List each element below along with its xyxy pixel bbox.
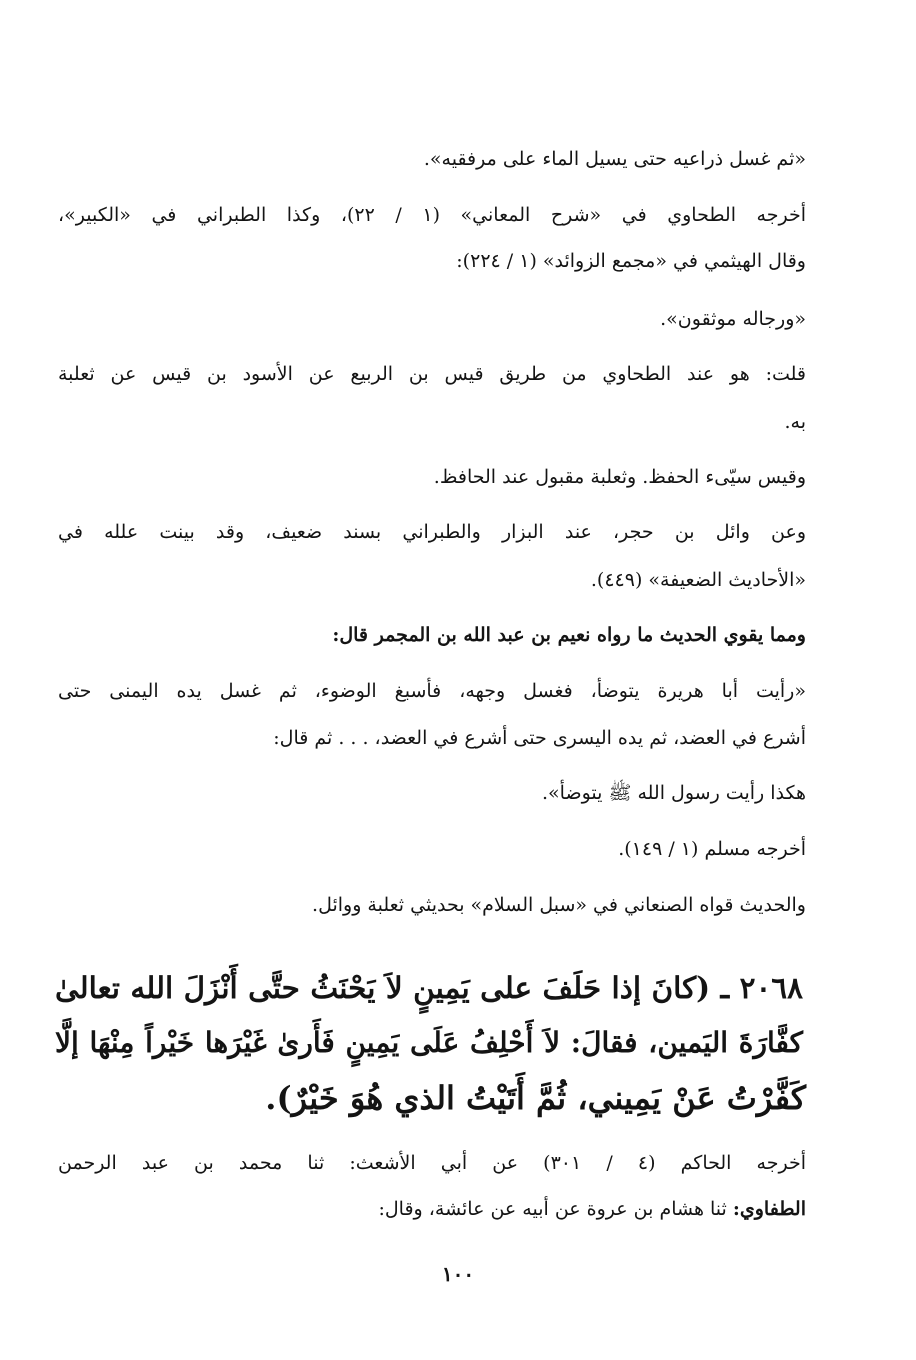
text-line-9: «الأحاديث الضعيفة» (٤٤٩). xyxy=(590,569,806,591)
text-line-1: «ثم غسل ذراعيه حتى يسيل الماء على مرفقيه». xyxy=(423,148,806,170)
text-line-13: هكذا رأيت رسول الله ﷺ يتوضأ». xyxy=(542,782,806,804)
narrator-name: الطفاوي: xyxy=(732,1198,806,1220)
text-line-10: ومما يقوي الحديث ما رواه نعيم بن عبد الله بن المجمر قال: xyxy=(332,624,806,646)
text-line-15: والحديث قواه الصنعاني في «سبل السلام» بحديثي ثعلبة ووائل. xyxy=(312,894,806,916)
text-line-2: أخرجه الطحاوي في «شرح المعاني» (١ / ٢٢)، وكذا الطبراني في «الكبير»، xyxy=(58,204,806,226)
hadith-line-3: كَفَّرْتُ عَنْ يَمِيني، ثُمَّ أَتَيْتُ الذي هُوَ خَيْرٌ). xyxy=(265,1079,806,1117)
page-number: ١٠٠ xyxy=(441,1262,475,1286)
text-line-3: وقال الهيثمي في «مجمع الزوائد» (١ / ٢٢٤): xyxy=(456,250,806,272)
text-line-5: قلت: هو عند الطحاوي من طريق قيس بن الربيع عن الأسود بن قيس عن ثعلبة xyxy=(58,363,806,385)
takhrij-line-2-text: ثنا هشام بن عروة عن أبيه عن عائشة، وقال: xyxy=(378,1198,727,1220)
hadith-line-2: كفَّارَةَ اليَمين، فقالَ: لاَ أَحْلِفُ عَلَى يَمِينٍ فَأَرىٰ غَيْرَها خَيْراً مِنْهَا إلَّا xyxy=(55,1026,803,1059)
takhrij-line-1: أخرجه الحاكم (٤ / ٣٠١) عن أبي الأشعث: ثنا محمد بن عبد الرحمن xyxy=(58,1152,806,1174)
takhrij-line-2 xyxy=(378,1196,806,1222)
text-line-8: وعن وائل بن حجر، عند البزار والطبراني بسند ضعيف، وقد بينت علله في xyxy=(58,521,806,543)
text-line-4: «ورجاله موثقون». xyxy=(660,308,806,330)
text-line-6: به. xyxy=(784,411,806,433)
text-line-11: «رأيت أبا هريرة يتوضأ، فغسل وجهه، فأسبغ الوضوء، ثم غسل يده اليمنى حتى xyxy=(58,680,806,702)
text-line-7: وقيس سيّىء الحفظ. وثعلبة مقبول عند الحافظ. xyxy=(433,466,806,488)
text-line-12: أشرع في العضد، ثم يده اليسرى حتى أشرع في العضد، . . . ثم قال: xyxy=(273,727,806,749)
hadith-line-1: ٢٠٦٨ ـ (كانَ إذا حَلَفَ على يَمِينٍ لاَ يَحْنَثُ حتَّى أَنْزَلَ الله تعالىٰ xyxy=(55,970,803,1005)
text-line-14: أخرجه مسلم (١ / ١٤٩). xyxy=(618,838,806,860)
